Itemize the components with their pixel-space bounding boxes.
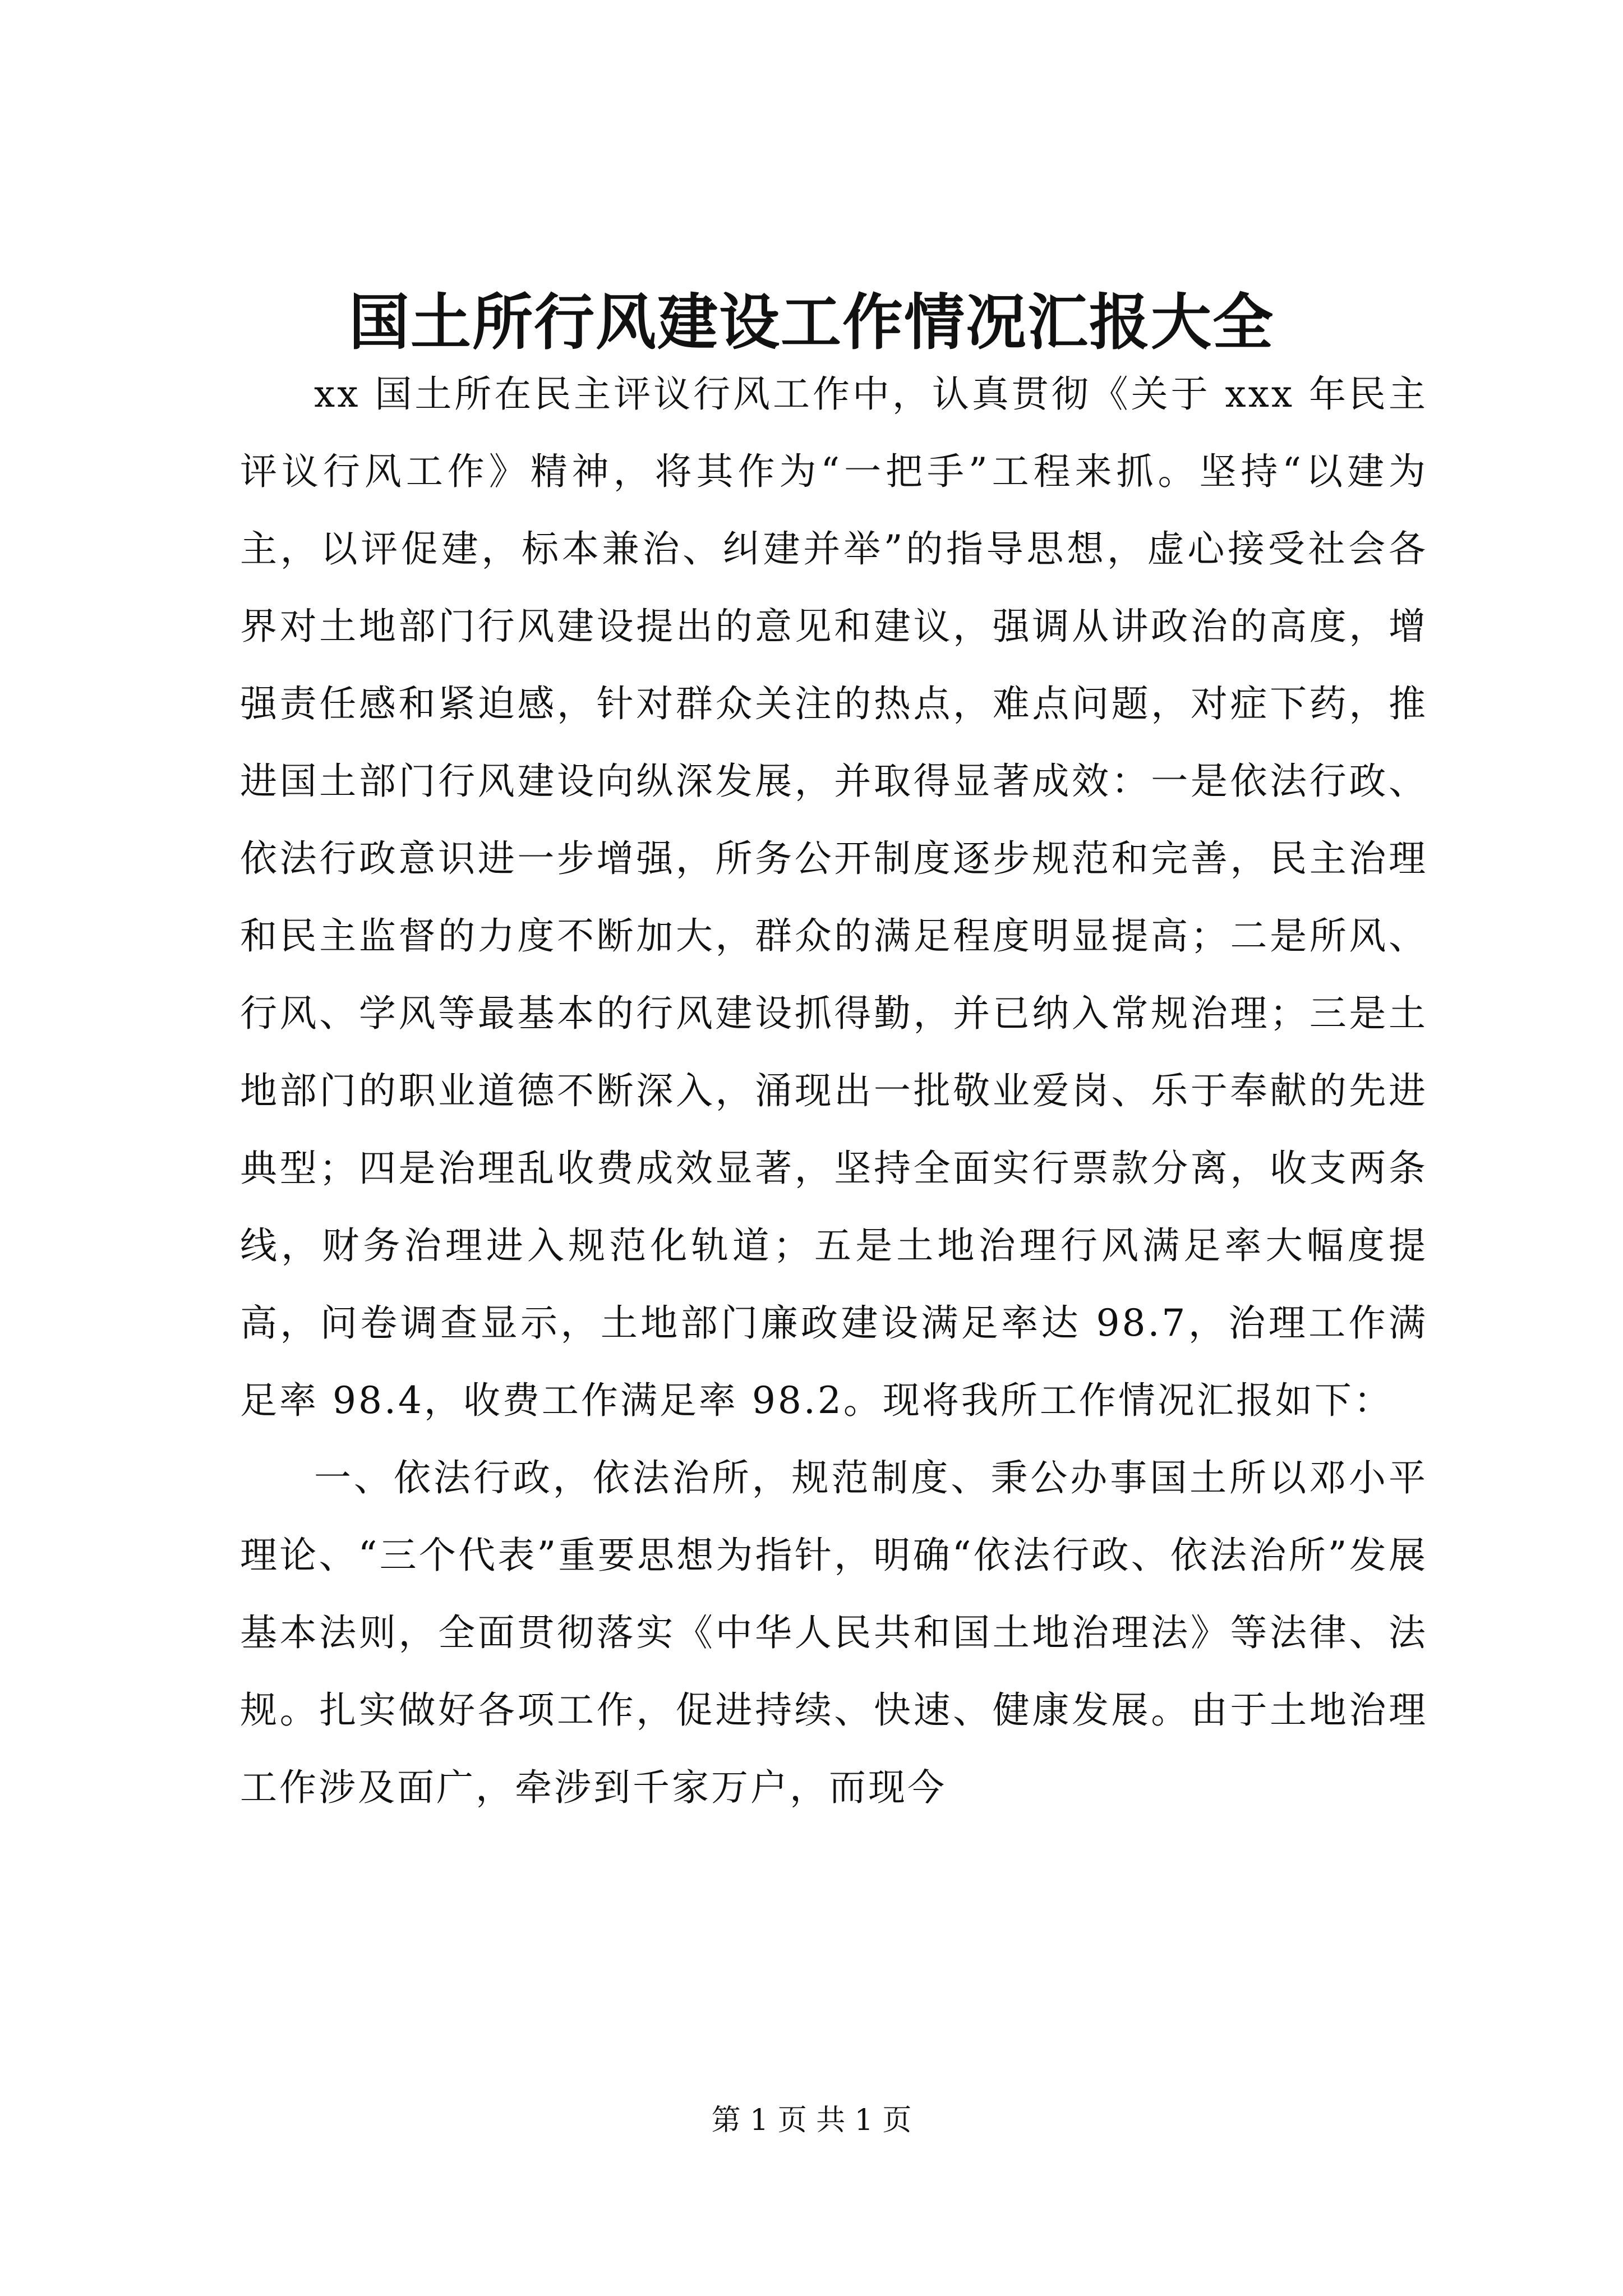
page-footer: 第 1 页 共 1 页 [711,2104,912,2137]
document-body [240,356,1428,1826]
paragraph: 一、依法行政，依法治所，规范制度、秉公办事国土所以邓小平理论、“三个代表”重要思想为指针，明确“依法行政、依法治所”发展基本法则，全面贯彻落实《中华人民共和国土地治理法》等法律、法规。扎实做好各项工作，促进持续、快速、健康发展。由于土地治理工作涉及面广，牵涉到千家万户，而现今 [240,1456,1428,1809]
paragraph: xx 国土所在民主评议行风工作中，认真贯彻《关于 xxx 年民主评议行风工作》精神，将其作为“一把手”工程来抓。坚持“以建为主，以评促建，标本兼治、纠建并举”的指导思想，虚心接受社会各界对土地部门行风建设提出的意见和建议，强调从讲政治的高度，增强责任感和紧迫感，针对群众关注的热点，难点问题，对症下药，推进国土部门行风建设向纵深发展，并取得显著成效：一是依法行政、依法行政意识进一步增强，所务公开制度逐步规范和完善，民主治理和民主监督的力度不断加大，群众的满足程度明显提高；二是所风、行风、学风等最基本的行风建设抓得勤，并已纳入常规治理；三是土地部门的职业道德不断深入，涌现出一批敬业爱岗、乐于奉献的先进典型；四是治理乱收费成效显著，坚持全面实行票款分离，收支两条线，财务治理进入规范化轨道；五是土地治理行风满足率大幅度提高，问卷调查显示，土地部门廉政建设满足率达 98.7，治理工作满足率 98.4，收费工作满足率 98.2。现将我所工作情况汇报如下： [240,372,1428,1422]
document-title: 国土所行风建设工作情况汇报大全 [348,287,1274,358]
